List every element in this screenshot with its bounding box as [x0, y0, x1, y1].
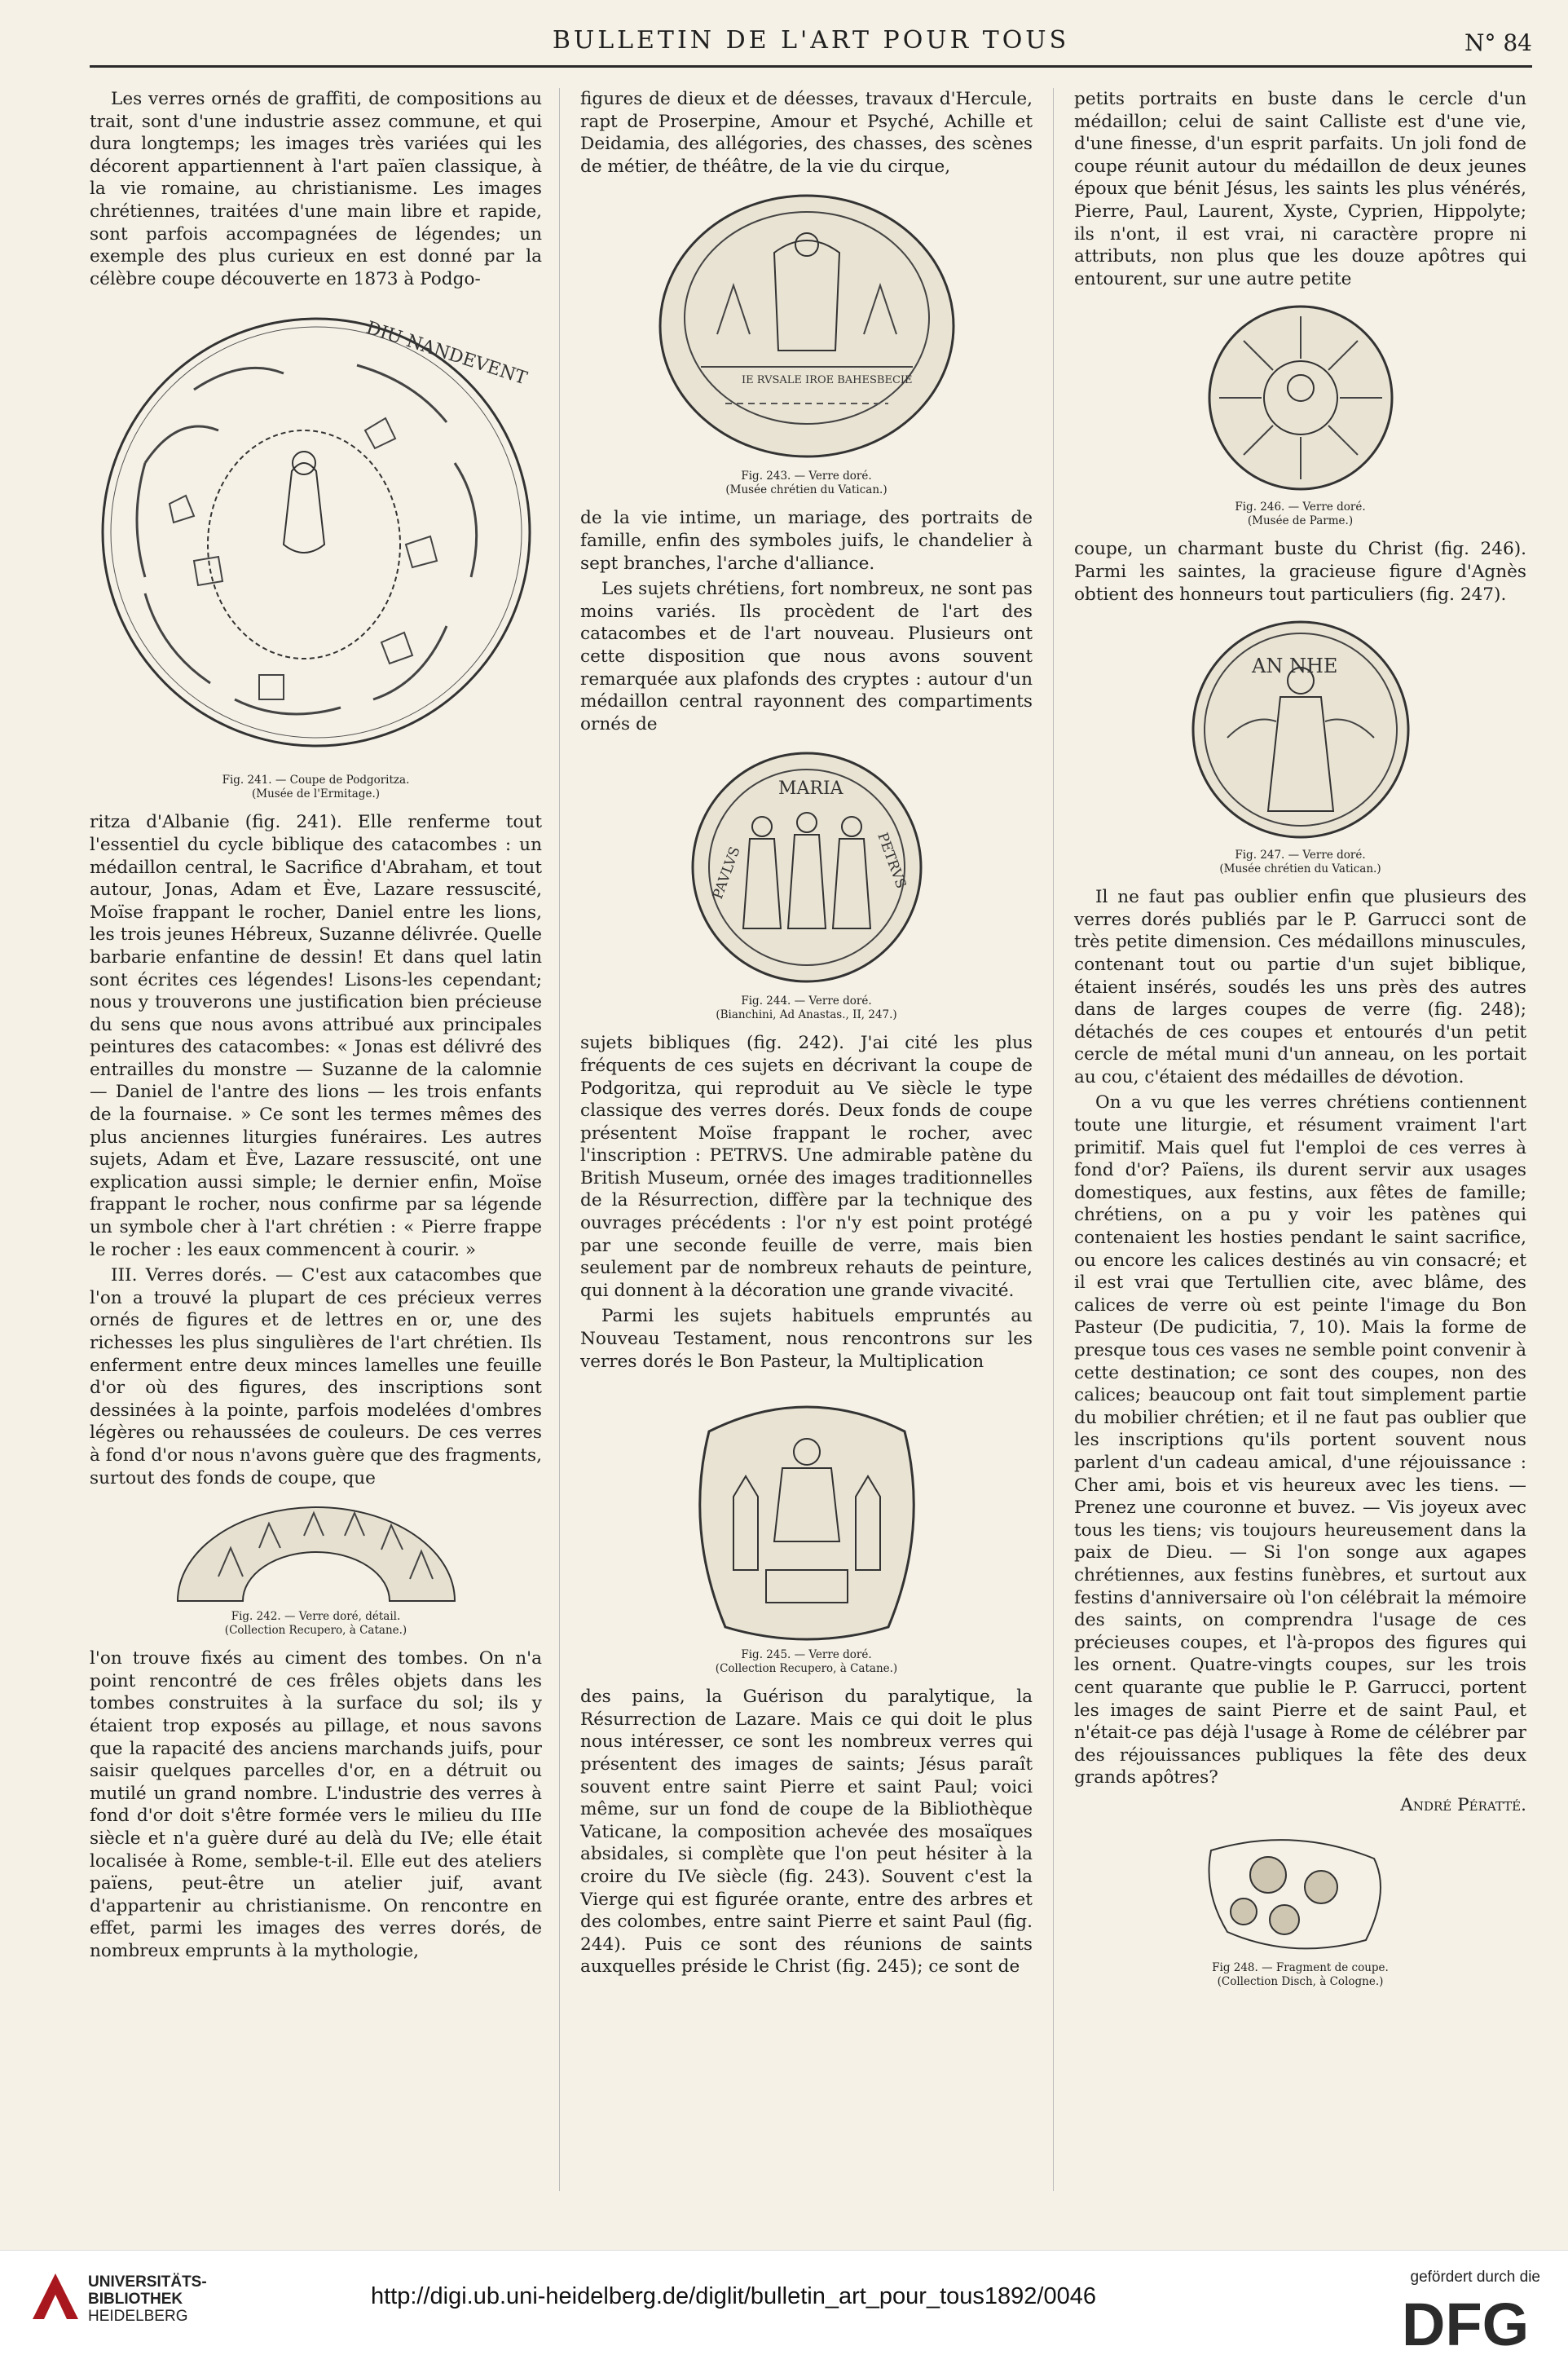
- viewer-footer: [0, 2250, 1568, 2377]
- column-rule: [1053, 88, 1054, 2191]
- figure-caption: [580, 1648, 1033, 1676]
- caption-source: (Collection Disch, à Cologne.): [1217, 1975, 1384, 1989]
- dfg-logo: [1402, 2293, 1540, 2352]
- paragraph: Les verres ornés de graffiti, de compositions au trait, sont d'une industrie assez commune, et qui dura longtemps; les images très variées qui les décorent appartiennent à l'art païen classique, à la vie romaine, au christianisme. Les images chrétiennes, traitées d'une main libre et rapide, sont parfois accompagnées de légendes; un exemple des plus curieux en est donné par la célèbre coupe découverte en 1873 à Podgo-: [90, 89, 542, 289]
- parma-glass-illustration: [1203, 300, 1398, 496]
- university-library-logo: [33, 2273, 78, 2319]
- paragraph: de la vie intime, un mariage, des portraits de famille, enfin des symboles juifs, le chandelier à sept branches, l'arche d'alliance.: [580, 508, 1033, 574]
- figure-244: [580, 745, 1033, 1022]
- agnes-glass-illustration: [1178, 615, 1423, 844]
- figure-245: [580, 1383, 1033, 1676]
- agnes-inscription: AN NHE: [1251, 655, 1337, 678]
- column-rule: [559, 88, 560, 2191]
- maria-inscription: MARIA: [777, 778, 843, 800]
- caption-label: Fig. 242. — Verre doré, détail.: [231, 1610, 401, 1624]
- paragraph: Les sujets chrétiens, fort nombreux, ne sont pas moins variés. Ils procèdent de l'art des catacombes et de l'art nouveau. Plusieurs ont cette disposition que nous avons souvent remarquée aux plafonds des cryptes : autour d'un médaillon central rayonnent des compartiments ornés de: [580, 579, 1033, 734]
- figure-246: [1074, 300, 1526, 528]
- issue-number: N° 84: [1464, 29, 1532, 56]
- paulus-inscription: PAVLVS: [709, 845, 744, 902]
- petrus-inscription: PETRVS: [873, 831, 909, 892]
- paragraph: figures de dieux et de déesses, travaux d'Hercule, rapt de Proserpine, Amour et Psyché, Achille et Deidamia, des allégories, des chasses, des scènes de métier, de théâtre, de la vie du cirque,: [580, 89, 1033, 177]
- figure-241: [90, 300, 542, 801]
- library-name-line: BIBLIOTHEK: [88, 2291, 183, 2308]
- podgoritza-cup-illustration: [96, 300, 536, 769]
- dfg-logo-text: DFG: [1402, 2293, 1530, 2352]
- figure-caption: [90, 1610, 542, 1638]
- paragraph: On a vu que les verres chrétiens contiennent toute une liturgie, et résument vraiment l'art primitif. Mais quel fut l'emploi de ces verres à fond d'or? Païens, ils durent servir aux usages domestiques, aux festins, aux fêtes de famille; chrétiens, on a pu y voir les patènes qui contenaient les hosties pendant le saint sacrifice, ou encore les calices destinés au vin consacré; et il est vrai que Tertullien cite, avec blâme, des calices de verre où est peinte l'image du Bon Pasteur (De pudicitia, 7, 10). Mais la forme de presque tous ces vases ne semble point convenir à cette destination; ce sont des coupes, non des calices; beaucoup ont fait tout simplement partie du mobilier chrétien; et il ne faut pas oublier que les inscriptions qu'ils portent souvent nous parlent d'un cadeau amical, d'une réjouissance : Cher ami, bois et vis heureux avec les tiens. — Prenez une couronne et buvez. — Vis joyeux avec tous les tiens; vis toujours heureusement dans la paix de Dieu. — Si l'on songe aux agapes chrétiennes, aux festins funèbres, et surtout aux festins d'anniversaire où l'on célébrait la mémoire des saints, on comprendra l'usage de ces précieuses coupes, et l'à-propos des figures qui les ornent. Quatre-vingts coupes, sur les trois cent quarante que publie le P. Garrucci, portent les images de saint Pierre et de saint Paul, et n'était-ce pas déjà l'usage à Rome de célébrer par des réjouissances publiques la fête des deux grands apôtres?: [1074, 1092, 1526, 1788]
- figure-247: [1074, 615, 1526, 876]
- paragraph: l'on trouve fixés au ciment des tombes. On n'a point rencontré de ces frêles objets dans les tombes construites à la surface du sol; ils y étaient trop exposés au pillage, et nous savons que la rapacité des anciens marchands juifs, pour saisir quelques parcelles d'or, en a détruit ou mutilé un grand nombre. L'industrie des verres à fond d'or doit s'être formée vers le milieu du IIIe siècle et n'a guère duré au delà du IVe; elle était localisée à Rome, semble-t-il. Elle eut des ateliers païens, peut-être un atelier juif, avant d'appartenir au christianisme. On rencontre en effet, parmi les images des verres dorés, de nombreux emprunts à la mythologie,: [90, 1648, 542, 1961]
- figure-caption: [90, 774, 542, 801]
- paragraph: sujets bibliques (fig. 242). J'ai cité les plus fréquents de ces sujets en décrivant la coupe de Podgoritza, qui reproduit au Ve siècle le type classique des verres dorés. Deux fonds de coupe présentent Moïse frappant le rocher, avec l'inscription : PETRVS. Une admirable patène du British Museum, ornée des images traditionnelles de la Résurrection, diffère par la technique des ouvrages précédents : l'or n'y est point protégé par une seconde feuille de verre, mais bien seulement par de nombreux rehauts de peinture, qui donnent à la décoration une grande vivacité.: [580, 1033, 1033, 1301]
- figure-caption: [580, 470, 1033, 497]
- author-signature: André Pératté.: [1400, 1794, 1526, 1815]
- figure-caption: [1074, 1961, 1526, 1989]
- column-2: [580, 88, 1033, 1982]
- cup-inscription: DIU NANDEVENT: [363, 318, 530, 390]
- caption-label: Fig. 241. — Coupe de Podgoritza.: [222, 774, 410, 787]
- column-1: [90, 88, 542, 1965]
- caption-source: (Collection Recupero, à Catane.): [715, 1662, 898, 1676]
- caption-source: (Musée chrétien du Vatican.): [725, 483, 888, 497]
- caption-label: Fig. 246. — Verre doré.: [1235, 501, 1366, 514]
- caption-label: Fig. 244. — Verre doré.: [741, 994, 872, 1008]
- paragraph: Parmi les sujets habituels empruntés au Nouveau Testament, nous rencontrons sur les verres dorés le Bon Pasteur, la Multiplication: [580, 1306, 1033, 1372]
- caption-source: (Musée de l'Ermitage.): [251, 787, 381, 801]
- paragraph: coupe, un charmant buste du Christ (fig. 246). Parmi les saintes, la gracieuse figure d'Agnès obtient des honneurs tout particuliers (fig. 247).: [1074, 539, 1526, 605]
- figure-caption: [1074, 501, 1526, 528]
- paragraph: petits portraits en buste dans le cercle d'un médaillon; celui de saint Calliste est d'une vie, d'une finesse, d'un esprit parfaits. Un joli fond de coupe réunit autour du médaillon de deux jeunes époux que bénit Jésus, les saints les plus vénérés, Pierre, Paul, Laurent, Xyste, Cyprien, Hippolyte; ils n'ont, il est vrai, ni caractère propre ni attributs, non plus que les douze apôtres qui entourent, sur une autre petite: [1074, 89, 1526, 289]
- vatican-glass-illustration: [652, 187, 962, 465]
- journal-title: BULLETIN DE L'ART POUR TOUS: [552, 26, 1070, 55]
- page-header: [90, 24, 1532, 68]
- paragraph: ritza d'Albanie (fig. 241). Elle renferme tout l'essentiel du cycle biblique des catacombes : un médaillon central, le Sacrifice d'Abraham, et tout autour, Jonas, Adam et Ève, Lazare ressuscité, Moïse frappant le rocher, Daniel entre les lions, les trois jeunes Hébreux, Suzanne délivrée. Quelle barbarie enfantine de dessin! Et dans quel latin sont écrites ces légendes! Lisons-les cependant; nous y trouverons une justification bien précieuse du sens que nous avons attribué aux principales peintures des catacombes: « Jonas est délivré des entrailles du monstre — Suzanne de la calomnie — Daniel de l'antre des lions — les trois enfants de la fournaise. » Ce sont les termes mêmes des plus anciennes liturgies funéraires. Les autres sujets, Adam et Ève, Lazare ressuscité, ont une explication aussi simple; le dernier enfin, Moïse frappant le rocher, nous confirme par sa légende un symbole cher à l'art chrétien : « Pierre frappe le rocher : les eaux commencent à courir. »: [90, 812, 542, 1260]
- glass-legend: IE RVSALE IROE BAHESBECIE: [741, 374, 913, 387]
- funding-note: gefördert durch die: [1410, 2269, 1540, 2286]
- paragraph: des pains, la Guérison du paralytique, la Résurrection de Lazare. Mais ce qui doit le plus nous intéresser, ce sont les nombreux verres qui présentent des images de saints; Jésus paraît souvent entre saint Pierre et saint Paul; voici même, sur un fond de coupe de la Bibliothèque Vaticane, la composition achevée des mosaïques absidales, si complète que l'on peut hésiter à la croire du IVe siècle (fig. 243). Souvent c'est la Vierge qui est figurée orante, entre des arbres et des colombes, entre saint Pierre et saint Paul (fig. 244). Puis ce sont des réunions de saints auxquelles préside le Christ (fig. 245); ce sont de: [580, 1687, 1033, 1978]
- paragraph: III. Verres dorés. — C'est aux catacombes que l'on a trouvé la plupart de ces précieux verres ornés de figures et de lettres en or, une des richesses les plus singulières de l'art chrétien. Ils enferment entre deux minces lamelles une feuille d'or où des figures, des inscriptions sont dessinées à la pointe, parfois modelées d'ombres légères ou rehaussées de couleurs. De ces verres à fond d'or nous n'avons guère que des fragments, surtout des fonds de coupe, que: [90, 1265, 542, 1488]
- caption-source: (Musée de Parme.): [1247, 514, 1354, 528]
- caption-source: (Musée chrétien du Vatican.): [1219, 862, 1381, 876]
- cup-fragment-illustration: [1187, 1826, 1415, 1956]
- figure-caption: [580, 994, 1033, 1022]
- figure-248: [1074, 1826, 1526, 1989]
- caption-label: Fig. 243. — Verre doré.: [741, 470, 872, 483]
- maria-glass-illustration: [664, 745, 949, 990]
- figure-caption: [1074, 849, 1526, 876]
- caption-label: Fig. 245. — Verre doré.: [741, 1648, 872, 1662]
- column-3: [1074, 88, 1526, 1999]
- library-name-line: UNIVERSITÄTS-: [88, 2273, 207, 2291]
- figure-243: [580, 187, 1033, 497]
- figure-242: [90, 1499, 542, 1638]
- library-name-line: HEIDELBERG: [88, 2308, 188, 2325]
- caption-label: Fig. 247. — Verre doré.: [1235, 849, 1366, 862]
- recupero-glass-illustration: [676, 1383, 937, 1643]
- caption-label: Fig 248. — Fragment de coupe.: [1212, 1961, 1389, 1975]
- caption-source: (Collection Recupero, à Catane.): [224, 1624, 407, 1638]
- caption-source: (Bianchini, Ad Anastas., II, 247.): [716, 1008, 897, 1022]
- library-name: [88, 2273, 207, 2325]
- paragraph: Il ne faut pas oublier enfin que plusieurs des verres dorés publiés par le P. Garrucci sont de très petite dimension. Ces médaillons minuscules, contenant tout ou partie d'un sujet biblique, étaient insérés, soudés les uns près des autres dans de larges coupes de verre (fig. 248); détachés de ces coupes et entourés d'un petit cercle de métal muni d'un anneau, on les portait au cou, c'étaient des médailles de dévotion.: [1074, 887, 1526, 1087]
- glass-fragment-illustration: [170, 1499, 463, 1605]
- document-url-link[interactable]: http://digi.ub.uni-heidelberg.de/diglit/bulletin_art_pour_tous1892/0046: [371, 2283, 1096, 2309]
